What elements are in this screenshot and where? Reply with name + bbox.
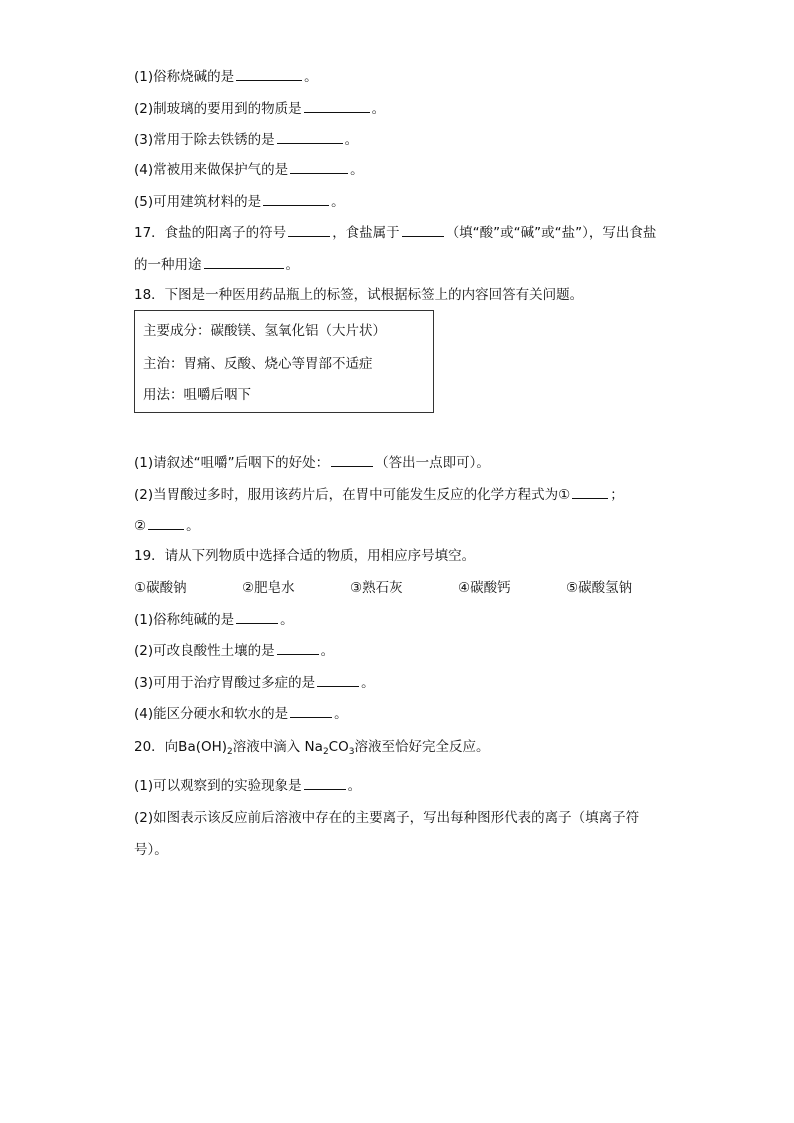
q20-item-2-text: (2)如图表示该反应前后溶液中存在的主要离子，写出每种图形代表的离子（填离子符 bbox=[134, 810, 640, 826]
q20-item-2-cont bbox=[134, 841, 168, 859]
q18-part-2-cont bbox=[134, 516, 200, 535]
option-4: ④碳酸钙 bbox=[458, 580, 511, 596]
answer-blank[interactable] bbox=[236, 610, 278, 624]
period: 。 bbox=[186, 518, 200, 534]
answer-blank[interactable] bbox=[317, 673, 359, 687]
q17-text-a: 17．食盐的阳离子的符号 bbox=[134, 225, 287, 241]
q19-item-4-text: (4)能区分硬水和软水的是 bbox=[134, 706, 289, 722]
label-ingredients: 主要成分：碳酸镁、氢氧化铝（大片状） bbox=[143, 323, 386, 339]
subscript: 2 bbox=[322, 747, 329, 757]
option-1: ①碳酸钠 bbox=[134, 580, 187, 596]
period: 。 bbox=[371, 101, 386, 117]
q18-part-2-text: (2)当胃酸过多时，服用该药片后，在胃中可能发生反应的化学方程式为① bbox=[134, 487, 571, 503]
subscript: 2 bbox=[227, 747, 233, 757]
q19-item-3 bbox=[134, 673, 375, 692]
q17-text-d: 的一种用途 bbox=[134, 257, 202, 273]
q18-part-2-marker: ② bbox=[134, 518, 147, 534]
answer-blank[interactable] bbox=[277, 641, 319, 655]
q17-line-1 bbox=[134, 223, 656, 242]
q17-line-2 bbox=[134, 255, 299, 274]
q20-item-2 bbox=[134, 809, 639, 827]
answer-blank[interactable] bbox=[204, 255, 284, 269]
q19-item-1-text: (1)俗称纯碱的是 bbox=[134, 612, 235, 628]
q19-item-4 bbox=[134, 704, 348, 723]
period: 。 bbox=[347, 778, 362, 794]
period: 。 bbox=[361, 675, 375, 691]
answer-blank[interactable] bbox=[331, 453, 373, 467]
q19-options bbox=[0, 579, 794, 599]
q16-item-3-text: (3)常用于除去铁锈的是 bbox=[134, 132, 275, 148]
period: 。 bbox=[285, 257, 299, 273]
answer-blank[interactable] bbox=[290, 160, 348, 174]
period: 。 bbox=[334, 706, 348, 722]
label-indications: 主治：胃痛、反酸、烧心等胃部不适症 bbox=[143, 356, 373, 372]
q20-text-c: CO bbox=[328, 739, 349, 755]
q19-item-2-text: (2)可改良酸性土壤的是 bbox=[134, 643, 275, 659]
period: 。 bbox=[320, 643, 335, 659]
medicine-label-box bbox=[134, 310, 434, 413]
option-3: ③熟石灰 bbox=[350, 580, 403, 596]
q16-item-1 bbox=[134, 67, 318, 86]
semicolon: ； bbox=[610, 487, 624, 503]
answer-blank[interactable] bbox=[236, 67, 302, 81]
option-5: ⑤碳酸氢钠 bbox=[566, 580, 633, 596]
period: 。 bbox=[344, 132, 359, 148]
q20-text-a: 20．向Ba(OH) bbox=[134, 739, 228, 755]
answer-blank[interactable] bbox=[572, 485, 608, 499]
q19-stem-text: 19．请从下列物质中选择合适的物质，用相应序号填空。 bbox=[134, 548, 476, 564]
period: 。 bbox=[350, 162, 364, 178]
answer-blank[interactable] bbox=[290, 704, 332, 718]
q16-item-1-text: (1)俗称烧碱的是 bbox=[134, 69, 235, 85]
answer-blank[interactable] bbox=[402, 223, 444, 237]
answer-blank[interactable] bbox=[277, 130, 343, 144]
q16-item-4-text: (4)常被用来做保护气的是 bbox=[134, 162, 289, 178]
q18-stem-text: 18．下图是一种医用药品瓶上的标签，试根据标签上的内容回答有关问题。 bbox=[134, 287, 584, 303]
q20-text-b: 溶液中滴入 Na bbox=[232, 739, 323, 755]
q17-text-b: ，食盐属于 bbox=[332, 225, 400, 241]
answer-blank[interactable] bbox=[304, 776, 346, 790]
q18-part-2 bbox=[134, 485, 624, 504]
q18-part-1-tail: （答出一点即可）。 bbox=[375, 455, 490, 471]
q18-stem bbox=[134, 286, 583, 304]
option-2: ②肥皂水 bbox=[242, 580, 295, 596]
answer-blank[interactable] bbox=[263, 192, 329, 206]
period: 。 bbox=[331, 194, 345, 210]
q17-text-c: （填“酸”或“碱”或“盐”），写出食盐 bbox=[445, 225, 657, 241]
q16-item-3 bbox=[134, 130, 358, 149]
answer-blank[interactable] bbox=[304, 99, 370, 113]
subscript: 3 bbox=[348, 747, 355, 757]
q20-text-d: 溶液至恰好完全反应。 bbox=[354, 739, 490, 755]
q16-item-2 bbox=[134, 99, 385, 118]
q20-item-2-tail: 号）。 bbox=[134, 842, 168, 858]
period: 。 bbox=[304, 69, 318, 85]
q20-item-1-text: (1)可以观察到的实验现象是 bbox=[134, 778, 302, 794]
q16-item-2-text: (2)制玻璃的要用到的物质是 bbox=[134, 101, 302, 117]
q19-item-1 bbox=[134, 610, 294, 629]
q18-part-1 bbox=[134, 453, 490, 472]
answer-blank[interactable] bbox=[148, 516, 184, 530]
period: 。 bbox=[280, 612, 294, 628]
q18-part-1-text: (1)请叙述“咀嚼”后咽下的好处： bbox=[134, 455, 330, 471]
label-usage: 用法：咀嚼后咽下 bbox=[143, 387, 251, 403]
q19-stem bbox=[134, 547, 475, 565]
q20-stem bbox=[134, 738, 489, 761]
q19-item-2 bbox=[134, 641, 334, 660]
q16-item-5 bbox=[134, 192, 345, 211]
q16-item-5-text: (5)可用建筑材料的是 bbox=[134, 194, 262, 210]
q19-item-3-text: (3)可用于治疗胃酸过多症的是 bbox=[134, 675, 316, 691]
q16-item-4 bbox=[134, 160, 364, 179]
answer-blank[interactable] bbox=[288, 223, 330, 237]
q20-item-1 bbox=[134, 776, 361, 795]
